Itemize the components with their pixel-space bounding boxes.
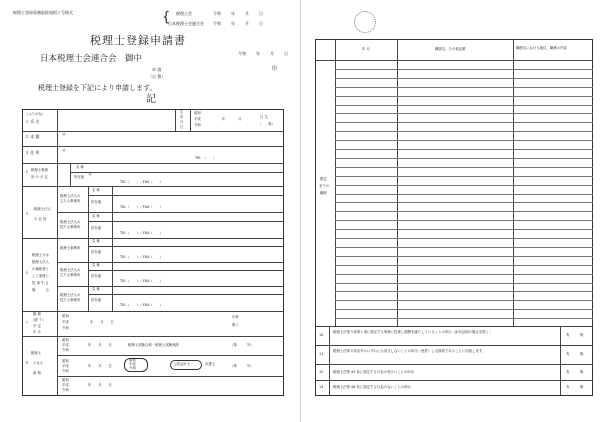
note-text-12: 税理士法第 45 条に規定する行為の受けいことの申出: [333, 370, 415, 374]
era-showa: 昭和: [194, 111, 201, 115]
office-title-1: 税理士事務: [31, 168, 48, 172]
row5-name-label-b: 名 称: [92, 214, 100, 218]
row5-sub-1: [88, 195, 284, 196]
date-day: 日: [284, 51, 288, 56]
note-mark-yes-12: 有: [566, 370, 570, 374]
row6-name-label-a: 名 称: [92, 239, 100, 243]
note-mark-no-12: 無: [580, 370, 584, 374]
header-date-era: 令和: [213, 11, 221, 16]
office-yubin: 〒: [88, 172, 92, 177]
row6-divider-a: [88, 238, 89, 311]
row8-label-3: 資 格: [33, 371, 41, 375]
side-label-3: 職歴: [320, 191, 327, 195]
ki-heading: 記: [146, 94, 156, 105]
note-number-13: 13: [319, 385, 324, 389]
page-title: 税理士登録申請書: [90, 34, 186, 47]
date-month: 月: [270, 51, 274, 56]
row5-tel-fax-b: TEL（ ）／FAX（ ）: [120, 231, 163, 235]
row8-era-showa-a: 昭和: [62, 338, 69, 342]
row5-label-2: の 社 員: [34, 217, 47, 221]
row8-oval-showa: 昭和: [129, 358, 136, 362]
header-day: 日: [259, 11, 263, 16]
era-reiwa: 令和: [194, 123, 201, 127]
row8-line-1: [57, 355, 284, 356]
header-month: 月: [245, 11, 249, 16]
row8-oval-reiwa: 令和: [129, 366, 136, 370]
row6-office: 税理士事務所: [60, 246, 81, 250]
row8-era-reiwa-a: 令和: [62, 348, 69, 352]
header-brace: {: [162, 10, 171, 25]
row6-sub-2: [88, 270, 284, 271]
birth-char-4: 日: [180, 125, 184, 129]
row6-tel-fax-a: TEL（ ）／FAX（ ）: [120, 255, 163, 259]
addressee: 日本税理士会連合会 御中: [40, 54, 143, 64]
row8-cpa-label: 公認会計士: [173, 362, 190, 366]
form-label: 税理士登録事務取扱規則１号様式: [13, 10, 73, 15]
row6-name-label-b: 名 称: [92, 263, 100, 267]
row8-exam-passed: 税理士試験合格・税理士試験免除: [128, 343, 179, 347]
row-line-honseki: [22, 146, 284, 147]
row7-label-3: 予 定: [33, 324, 41, 328]
label-col-divider: [57, 109, 58, 396]
office-name-label: 名 称: [76, 165, 84, 169]
row8-oval-heisei: 平成: [129, 362, 136, 366]
row6-sub-office-2: 従たる事務所: [60, 298, 81, 302]
row8-era-reiwa-b: 令和: [62, 369, 69, 373]
row8-era-heisei-b: 平成: [62, 364, 69, 368]
row5-sub-office-2: 従たる事務所: [60, 225, 81, 229]
jusho-tel: TEL （ ）: [195, 156, 217, 160]
row8-label-2: となる: [33, 361, 44, 365]
row6-divider-b: [112, 238, 113, 311]
row6-address-label-a: 所在地: [91, 250, 102, 254]
office-line1: 税理士会: [176, 11, 192, 16]
stamp-circle: [354, 11, 376, 33]
row8-era-heisei-c: 平成: [62, 383, 69, 387]
note-mark-no-13: 無: [580, 385, 584, 389]
side-col-line: [335, 39, 336, 326]
career-table: [315, 39, 593, 396]
notes-top-line: [315, 326, 593, 327]
applicant-seal-top: 申 請: [152, 67, 162, 72]
row8-line-2: [57, 376, 284, 377]
row6-label-2: 税理士法人: [32, 260, 49, 264]
row5-main-office-2: 主たる事務所: [60, 199, 81, 203]
row8-ymd-b: 年 月 日: [88, 364, 112, 368]
note-number-11: 11: [319, 352, 324, 356]
jusho-label: ３ 住 所: [25, 150, 40, 155]
header-month-2: 月: [245, 21, 249, 26]
era-col-divider: [190, 109, 191, 131]
row-line-6: [22, 311, 284, 312]
note-text-11: 税理士法第４条各号のいずれにも該当しないことの申出（免許）しも無効であることに同意します。: [333, 349, 486, 353]
note-mark-yes-13: 有: [566, 385, 570, 389]
birth-char-3: 月: [180, 120, 184, 124]
row7-year-done: 年度: [232, 315, 239, 319]
notes-num-col: [329, 326, 330, 396]
row5-mid: [57, 212, 284, 213]
side-label-1: 既往: [320, 177, 327, 181]
row6-address-label-b: 所在地: [91, 274, 102, 278]
row6-label-4: して業務に: [32, 274, 49, 278]
gender-label: 日 生: [260, 115, 268, 119]
row5-main-office-1: 税理士法人の: [60, 194, 81, 198]
row6-label-6: 場 合: [32, 288, 49, 292]
notes-mark-col: [560, 326, 561, 396]
birth-col-divider: [175, 109, 176, 131]
honseki-yubin: 〒: [62, 132, 66, 137]
notes-line-1: [315, 345, 593, 346]
row6-tel-fax-b: TEL（ ）／FAX（ ）: [120, 279, 163, 283]
row8-number-a: （第 号）: [230, 343, 254, 347]
row7-completed: 修了: [232, 323, 239, 327]
header-row-line: [315, 60, 593, 61]
row7-era-showa: 昭和: [62, 314, 69, 318]
name-label: １ 氏 名: [25, 119, 40, 124]
row7-label-1: 勤 務: [33, 312, 41, 316]
row8-era-showa-c: 昭和: [62, 378, 69, 382]
row6-sub-1: [88, 246, 284, 247]
header-year: 年: [231, 11, 235, 16]
row8-number-b: （第 号）: [230, 364, 254, 368]
row5-address-label-a: 所在地: [91, 200, 102, 204]
row5-address-label-b: 所在地: [91, 226, 102, 230]
note-mark-yes-10: 有: [566, 333, 570, 337]
note-mark-no-10: 無: [580, 333, 584, 337]
note-number-10: 10: [319, 333, 324, 337]
note-text-13: 税理士法第 46 条に規定する行為のないことの申出: [333, 385, 411, 389]
lead-sentence: 税理士登録を下記により申請します。: [38, 84, 157, 92]
birth-month: 月: [238, 117, 242, 121]
row8-ymd-c: 年 月 日: [88, 383, 112, 387]
row6-main-office-1: 税理士法人の: [60, 268, 81, 272]
row6-main-office-2: 主たる事務所: [60, 273, 81, 277]
row6-sub-office-1: 税理士法人の: [60, 293, 81, 297]
row5-tel-fax-a: TEL（ ）／FAX（ ）: [120, 205, 163, 209]
right-page: [300, 0, 600, 422]
row8-era-showa-b: 昭和: [62, 359, 69, 363]
era-heisei: 平成: [194, 117, 201, 121]
honseki-label: ２ 本 籍: [25, 134, 40, 139]
header-day-2: 日: [259, 21, 263, 26]
col-header-position: 職歴名における地位、職務の内容: [516, 46, 567, 50]
row8-era-heisei-a: 平成: [62, 343, 69, 347]
office-title-2: 所 の 予 定: [31, 175, 48, 179]
row-line-7: [22, 336, 284, 337]
office-sub-line: [70, 172, 284, 173]
row8-number: ８: [25, 361, 29, 365]
row8-lawyer-label: 弁護士: [205, 362, 216, 366]
row-line-jusho: [22, 163, 284, 164]
age-label: （ 歳）: [258, 122, 275, 126]
note-number-12: 12: [319, 370, 324, 374]
row7-era-reiwa: 令和: [62, 326, 69, 330]
side-label-2: までの: [319, 184, 330, 188]
jusho-yubin: 〒: [62, 148, 66, 153]
header-date-era-2: 令和: [213, 21, 221, 26]
row5-sub-2: [88, 221, 284, 222]
header-year-2: 年: [231, 21, 235, 26]
row7-label-4: 年 月: [33, 330, 41, 334]
row8-ymd-a: 年 月 日: [88, 343, 112, 347]
office-row-number: ４: [25, 170, 29, 174]
office-line2: 日本税理士会連合会: [168, 21, 204, 26]
year-col-line: [397, 39, 398, 326]
office-tel-fax: TEL（ ）／FAX（ ）: [120, 180, 163, 184]
row7-era-heisei: 平成: [62, 320, 69, 324]
furigana-label: （ふりがな）: [25, 112, 46, 116]
birth-year: 年: [222, 117, 226, 121]
row5-label-1: 税理士法人: [34, 207, 51, 211]
row5-sub-office-1: 税理士法人の: [60, 220, 81, 224]
row6-number: ６: [25, 271, 29, 275]
desc-col-line: [513, 39, 514, 326]
applicant-seal-bottom: （自 署）: [148, 74, 166, 79]
seal-mark: 印: [272, 66, 278, 72]
col-header-career: 職歴名、その他記載: [435, 47, 466, 51]
birth-char-1: 生: [180, 110, 184, 114]
row7-number: ７: [25, 321, 29, 325]
row5-name-label-a: 名 称: [92, 188, 100, 192]
row8-label-1: 税理士: [31, 351, 42, 355]
row7-label-2: （除 ア）: [31, 318, 46, 322]
row6-tel-fax-c: TEL（ ）／FAX（ ）: [120, 303, 163, 307]
row8-oval-eras: [124, 358, 148, 372]
notes-line-3: [315, 380, 593, 381]
row5-number: ５: [25, 212, 29, 216]
notes-line-2: [315, 364, 593, 365]
row6-label-3: の補助者と: [32, 267, 49, 271]
row6-name-label-c: 名 称: [92, 287, 100, 291]
row-line-office: [22, 186, 284, 187]
row6-label-5: 従 事 す る: [32, 281, 49, 285]
row6-address-label-c: 所在地: [91, 298, 102, 302]
office-address-label: 所在地: [74, 175, 85, 179]
col-header-date: 年 月: [362, 47, 370, 51]
row-line-5: [22, 238, 284, 239]
note-mark-yes-11: 有: [566, 352, 570, 356]
date-year: 年: [256, 51, 260, 56]
row6-label-1: 税理士又は: [32, 253, 49, 257]
birth-char-2: 年: [180, 115, 184, 119]
row8-era-reiwa-c: 令和: [62, 388, 69, 392]
note-text-10: 税理士法第５条第１項に規定する事務に従事し期間を満たしていることの申出（添付証明の場合を除く）: [333, 330, 493, 334]
row6-sub-3: [88, 294, 284, 295]
date-era: 令和: [238, 51, 246, 56]
row7-ymd: 年 月 日: [90, 320, 114, 324]
office-sub-divider: [70, 163, 71, 186]
note-mark-no-11: 無: [580, 352, 584, 356]
